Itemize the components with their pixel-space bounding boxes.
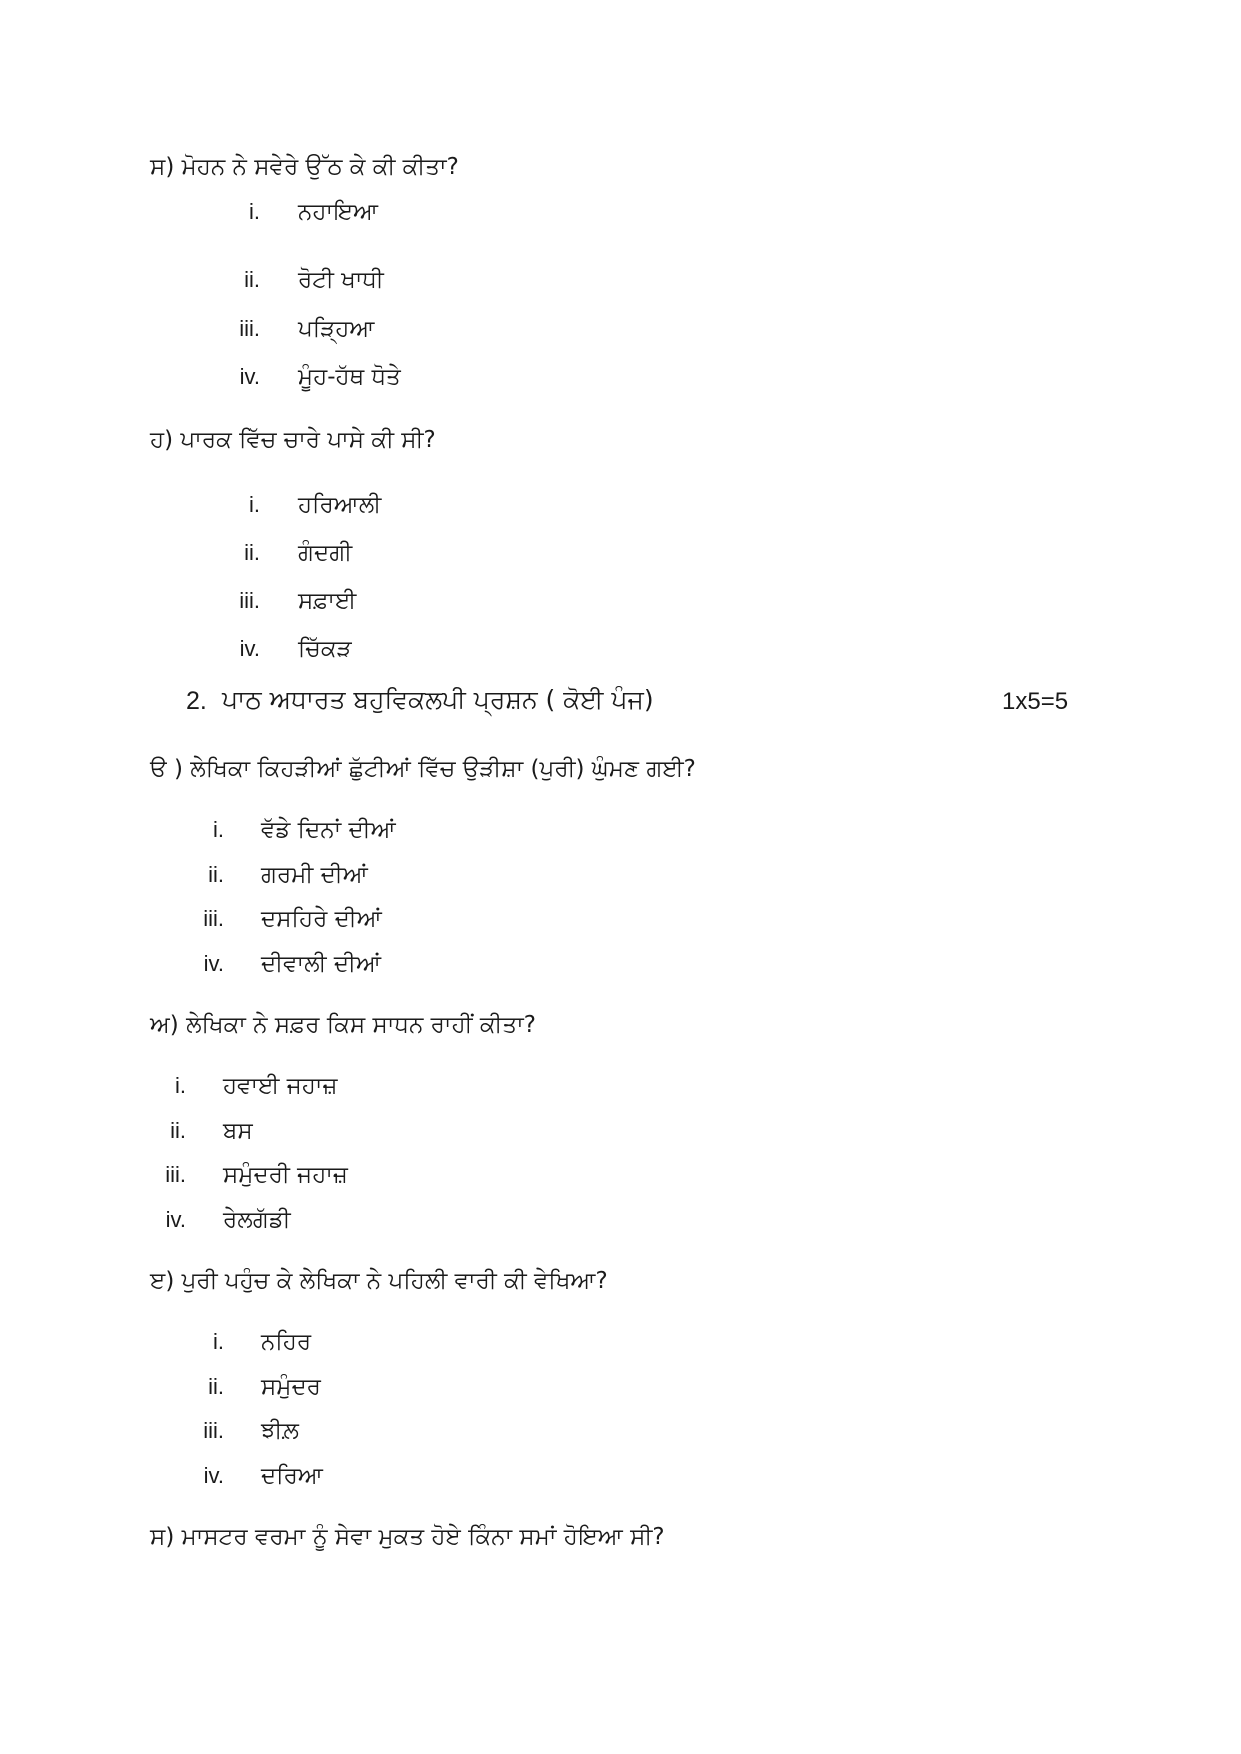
option-text: ਦੀਵਾਲੀ ਦੀਆਂ	[261, 951, 382, 977]
option-text: ਦਸਹਿਰੇ ਦੀਆਂ	[261, 906, 382, 932]
option-number: ii.	[244, 540, 260, 565]
section-title: ਪਾਠ ਅਧਾਰਤ ਬਹੁਵਿਕਲਪੀ ਪ੍ਰਸ਼ਨ ( ਕੋਈ ਪੰਜ)	[222, 685, 654, 714]
option-text: ਰੋਟੀ ਖਾਧੀ	[298, 267, 384, 293]
option-text: ਗਰਮੀ ਦੀਆਂ	[261, 862, 368, 888]
option-number: iv.	[203, 951, 224, 976]
section-marks: 1x5=5	[1002, 688, 1069, 715]
option-number: iii.	[165, 1162, 186, 1187]
option-number: i.	[175, 1073, 186, 1098]
option-number: i.	[213, 1329, 224, 1354]
option-number: iv.	[239, 636, 260, 661]
option-text: ਝੀਲ਼	[261, 1418, 299, 1444]
question-text: ੳ ) ਲੇਖਿਕਾ ਕਿਹੜੀਆਂ ਛੁੱਟੀਆਂ ਵਿੱਚ ਉੜੀਸ਼ਾ (ਪੁਰੀ) ਘੁੰਮਣ ਗਈ?	[150, 756, 696, 782]
option-text: ਦਰਿਆ	[261, 1463, 323, 1489]
option-number: ii.	[208, 862, 224, 887]
option-text: ਨਹਿਰ	[261, 1329, 312, 1355]
question-text: ਅ) ਲੇਖਿਕਾ ਨੇ ਸਫ਼ਰ ਕਿਸ ਸਾਧਨ ਰਾਹੀਂ ਕੀਤਾ?	[150, 1012, 536, 1038]
question-text: ਸ) ਮਾਸਟਰ ਵਰਮਾ ਨੂੰ ਸੇਵਾ ਮੁਕਤ ਹੋਏ ਕਿੰਨਾ ਸਮਾਂ ਹੋਇਆ ਸੀ?	[150, 1524, 665, 1550]
section-number: 2.	[186, 687, 207, 715]
option-text: ਬਸ	[223, 1118, 253, 1144]
option-number: iii.	[239, 588, 260, 613]
option-number: ii.	[244, 267, 260, 292]
option-text: ਸਮੁੰਦਰ	[261, 1374, 321, 1400]
question-text: ਹ) ਪਾਰਕ ਵਿੱਚ ਚਾਰੇ ਪਾਸੇ ਕੀ ਸੀ?	[150, 427, 436, 453]
option-number: i.	[249, 492, 260, 517]
option-number: ii.	[208, 1374, 224, 1399]
option-number: i.	[249, 199, 260, 224]
option-text: ਗੰਦਗੀ	[298, 540, 353, 566]
option-number: iii.	[239, 316, 260, 341]
option-text: ਮੂੰਹ-ਹੱਥ ਧੋਤੇ	[298, 364, 401, 390]
option-number: iii.	[203, 906, 224, 931]
option-number: ii.	[170, 1118, 186, 1143]
option-text: ਹਰਿਆਲੀ	[298, 492, 382, 518]
option-text: ਹਵਾਈ ਜਹਾਜ਼	[223, 1073, 338, 1099]
option-text: ਸਮੁੰਦਰੀ ਜਹਾਜ਼	[223, 1162, 348, 1188]
option-text: ਚਿੱਕੜ	[298, 636, 352, 662]
option-text: ਰੇਲਗੱਡੀ	[223, 1207, 291, 1233]
option-number: iv.	[165, 1207, 186, 1232]
question-text: ੲ) ਪੁਰੀ ਪਹੁੰਚ ਕੇ ਲੇਖਿਕਾ ਨੇ ਪਹਿਲੀ ਵਾਰੀ ਕੀ ਵੇਖਿਆ?	[150, 1268, 608, 1294]
option-text: ਵੱਡੇ ਦਿਨਾਂ ਦੀਆਂ	[261, 817, 396, 843]
option-text: ਨਹਾਇਆ	[298, 199, 379, 225]
option-number: i.	[213, 817, 224, 842]
option-number: iv.	[239, 364, 260, 389]
option-number: iii.	[203, 1418, 224, 1443]
option-text: ਪੜ੍ਹਿਆ	[298, 316, 375, 342]
question-text: ਸ) ਮੋਹਨ ਨੇ ਸਵੇਰੇ ਉੱਠ ਕੇ ਕੀ ਕੀਤਾ?	[150, 154, 459, 180]
option-number: iv.	[203, 1463, 224, 1488]
option-text: ਸਫ਼ਾਈ	[298, 588, 357, 614]
